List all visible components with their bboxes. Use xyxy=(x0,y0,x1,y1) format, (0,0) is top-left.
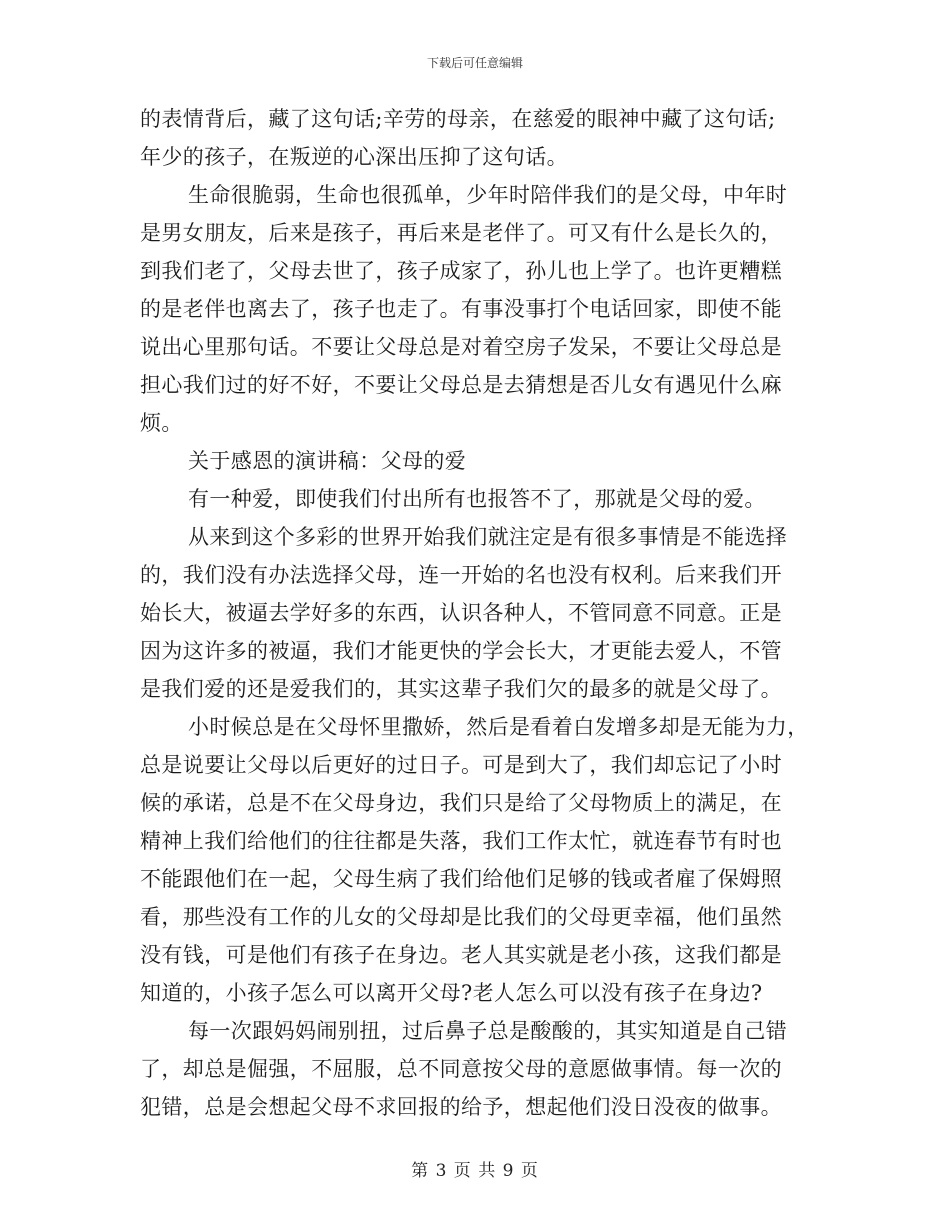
text-line: 不能跟他们在一起，父母生病了我们给他们足够的钱或者雇了保姆照 xyxy=(140,867,782,891)
text-line: 了，却总是倔强，不屈服，总不同意按父母的意愿做事情。每一次的 xyxy=(140,1057,782,1081)
document-body xyxy=(140,100,809,1126)
text-line: 因为这许多的被逼，我们才能更快的学会长大，才更能去爱人，不管 xyxy=(140,639,782,663)
page-footer: 第 3 页 共 9 页 xyxy=(411,1161,539,1181)
text-line: 到我们老了，父母去世了，孩子成家了，孙儿也上学了。也许更糟糕 xyxy=(140,259,782,283)
text-line: 说出心里那句话。不要让父母总是对着空房子发呆，不要让父母总是 xyxy=(140,335,782,359)
text-line: 烦。 xyxy=(140,411,183,435)
text-line: 每一次跟妈妈闹别扭，过后鼻子总是酸酸的，其实知道是自己错 xyxy=(188,1019,788,1043)
text-line: 是男女朋友，后来是孩子，再后来是老伴了。可又有什么是长久的， xyxy=(140,221,782,245)
page-header: 下载后可任意编辑 xyxy=(426,56,523,70)
text-line: 小时候总是在父母怀里撒娇，然后是看着白发增多却是无能为力， xyxy=(188,715,809,739)
text-line: 候的承诺，总是不在父母身边，我们只是给了父母物质上的满足，在 xyxy=(140,791,782,815)
text-line: 的是老伴也离去了，孩子也走了。有事没事打个电话回家，即使不能 xyxy=(140,297,782,321)
text-line: 始长大，被逼去学好多的东西，认识各种人，不管同意不同意。正是 xyxy=(140,601,782,625)
text-line: 精神上我们给他们的往往都是失落，我们工作太忙，就连春节有时也 xyxy=(140,829,782,853)
text-line: 生命很脆弱，生命也很孤单，少年时陪伴我们的是父母，中年时 xyxy=(188,183,788,207)
text-line: 从来到这个多彩的世界开始我们就注定是有很多事情是不能选择 xyxy=(188,525,788,549)
text-line: 看，那些没有工作的儿女的父母却是比我们的父母更幸福，他们虽然 xyxy=(140,905,782,929)
text-line: 没有钱，可是他们有孩子在身边。老人其实就是老小孩，这我们都是 xyxy=(140,943,782,967)
text-line: 有一种爱，即使我们付出所有也报答不了，那就是父母的爱。 xyxy=(188,487,766,511)
text-line: 的，我们没有办法选择父母，连一开始的名也没有权利。后来我们开 xyxy=(140,563,782,587)
text-line: 犯错，总是会想起父母不求回报的给予，想起他们没日没夜的做事。 xyxy=(140,1095,782,1119)
text-line: 是我们爱的还是爱我们的，其实这辈子我们欠的最多的就是父母了。 xyxy=(140,677,782,701)
text-line: 年少的孩子，在叛逆的心深出压抑了这句话。 xyxy=(140,145,568,169)
text-line: 总是说要让父母以后更好的过日子。可是到大了，我们却忘记了小时 xyxy=(140,753,782,777)
text-line: 担心我们过的好不好，不要让父母总是去猜想是否儿女有遇见什么麻 xyxy=(140,373,782,397)
text-line: 知道的，小孩子怎么可以离开父母?老人怎么可以没有孩子在身边? xyxy=(140,981,763,1005)
text-line: 的表情背后，藏了这句话;辛劳的母亲，在慈爱的眼神中藏了这句话; xyxy=(140,107,776,131)
text-line: 关于感恩的演讲稿：父母的爱 xyxy=(188,449,467,473)
